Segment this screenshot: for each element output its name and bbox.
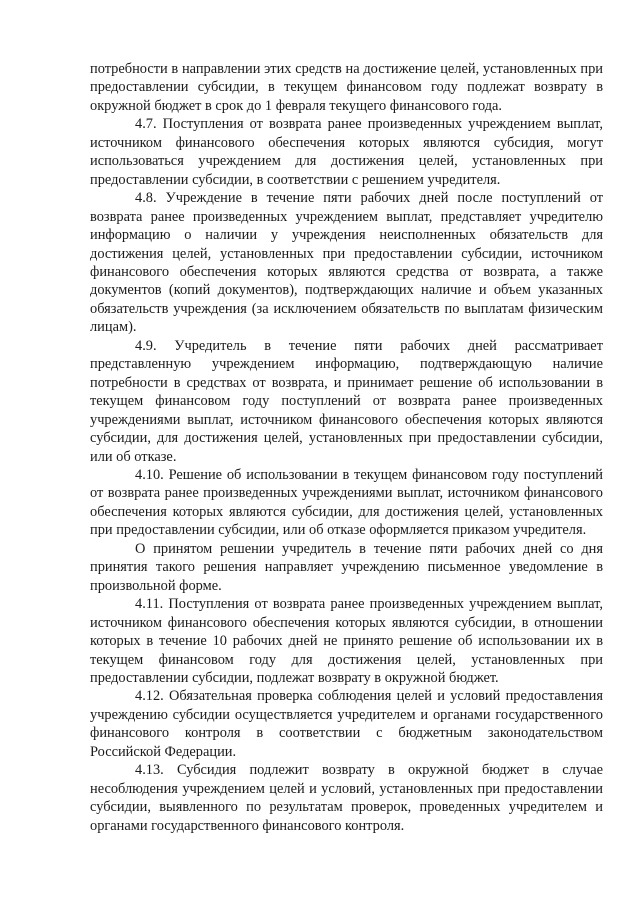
document-page [90,60,603,835]
paragraph-4-8: 4.8. Учреждение в течение пяти рабочих дней после поступлений от возврата ранее произведенных учреждением выплат, представляет учредителю информацию о наличии у учреждения неисполненных обязательств для достижения целей, установленных при предоставлении субсидии, источником финансового обеспечения которых являются средства от возврата, а также документов (копий документов), подтверждающих наличие и объем указанных обязательств учреждения (за исключением обязательств по выплатам физическим лицам). [90,190,603,336]
paragraph-4-9: 4.9. Учредитель в течение пяти рабочих дней рассматривает представленную учреждением информацию, подтверждающую наличие потребности в средствах от возврата, и принимает решение об использовании в текущем финансовом году поступлений от возврата ранее произведенных учреждениями выплат, источником финансового обеспечения которых являются субсидии, для достижения целей, установленных при предоставлении субсидии, или об отказе. [90,337,603,465]
paragraph-4-10-notice: О принятом решении учредитель в течение пяти рабочих дней со дня принятия такого решения направляет учреждению письменное уведомление в произвольной форме. [90,540,603,594]
paragraph-4-11: 4.11. Поступления от возврата ранее произведенных учреждением выплат, источником финансового обеспечения которых являются субсидии, в отношении которых в течение 10 рабочих дней не принято решение об использовании их в текущем финансовом году для достижения целей, установленных при предоставлении субсидии, подлежат возврату в окружной бюджет. [90,596,603,686]
paragraph-4-10: 4.10. Решение об использовании в текущем финансовом году поступлений от возврата ранее произведенных учреждениями выплат, источником финансового обеспечения которых являются субсидии, для достижения целей, установленных при предоставлении субсидии, или об отказе оформляется приказом учредителя. [90,466,603,539]
paragraph-4-13: 4.13. Субсидия подлежит возврату в окружной бюджет в случае несоблюдения учреждением целей и условий, установленных при предоставлении субсидии, выявленного по результатам проверок, проведенных учредителем и органами государственного финансового контроля. [90,762,603,834]
paragraph-4-12: 4.12. Обязательная проверка соблюдения целей и условий предоставления учреждению субсидии осуществляется учредителем и органами государственного финансового контроля в соответствии с бюджетным законодательством Российской Федерации. [90,688,603,760]
paragraph-4-7: 4.7. Поступления от возврата ранее произведенных учреждением выплат, источником финансового обеспечения которых являются субсидия, могут использоваться учреждением для достижения целей, установленных при предоставлении субсидии, в соответствии с решением учредителя. [90,116,603,188]
paragraph-4-6-continuation: потребности в направлении этих средств на достижение целей, установленных при предоставлении субсидии, в текущем финансовом году подлежат возврату в окружной бюджет в срок до 1 февраля текущего финансового года. [90,61,603,114]
